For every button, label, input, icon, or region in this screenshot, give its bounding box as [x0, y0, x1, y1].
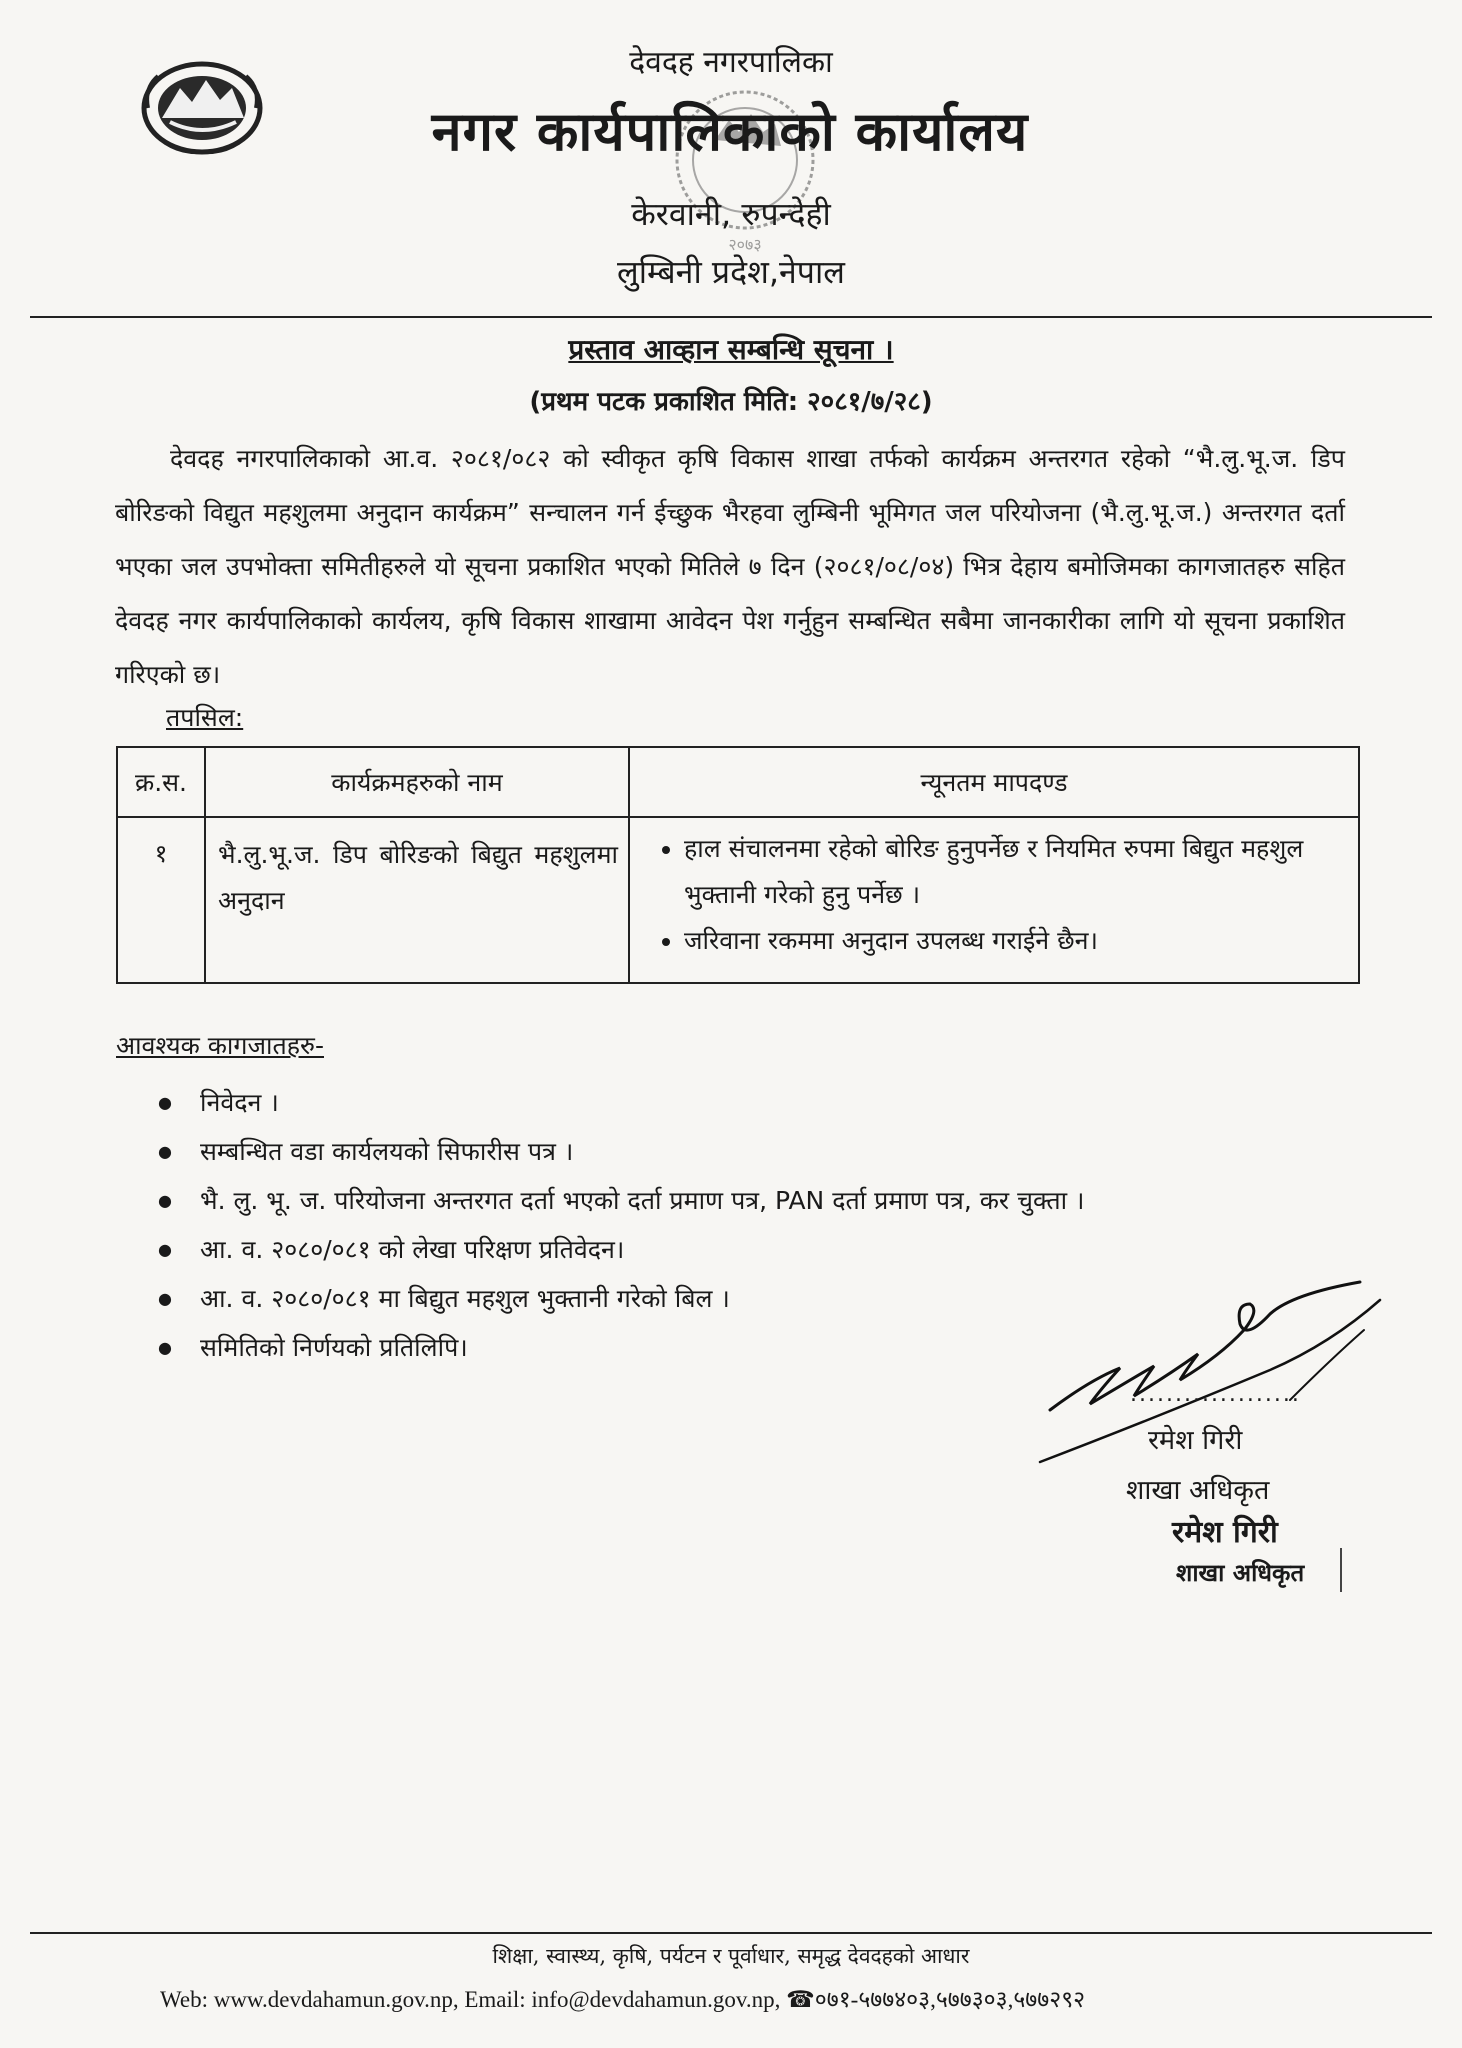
list-item: ● भै. लु. भू. ज. परियोजना अन्तरगत दर्ता भएको दर्ता प्रमाण पत्र, PAN दर्ता प्रमाण पत्र, कर चुक्ता ।: [200, 1176, 1085, 1225]
footer-contact: Web: www.devdahamun.gov.np, Email: info@devdahamun.gov.np, ☎०७१-५७७४०३,५७७३०३,५७७२९२: [160, 1987, 1086, 2012]
signatory-post: शाखा अधिकृत: [1126, 1475, 1270, 1506]
office-location: केरवानी, रुपन्देही: [631, 195, 831, 233]
footer-slogan: शिक्षा, स्वास्थ्य, कृषि, पर्यटन र पूर्वाधार, समृद्ध देवदहको आधार: [492, 1944, 970, 1968]
table-row: [117, 817, 1359, 983]
office-province: लुम्बिनी प्रदेश,नेपाल: [617, 253, 845, 291]
cell-criteria: [629, 817, 1359, 983]
details-heading: तपसिल:: [166, 703, 244, 732]
criteria-item: • जरिवाना रकममा अनुदान उपलब्ध गराईने छैन।: [684, 918, 1348, 964]
notice-title: प्रस्ताव आव्हान सम्बन्धि सूचना ।: [568, 333, 894, 366]
notice-body: देवदह नगरपालिकाको आ.व. २०८१/०८२ को स्वीकृत कृषि विकास शाखा तर्फको कार्यक्रम अन्तरगत रहेको “भै.लु.भू.ज. डिप बोरिङको विद्युत महशुलमा अनुदान कार्यक्रम” सन्चालन गर्न ईच्छुक भैरहवा लुम्बिनी भूमिगत जल परियोजना (भै.लु.भू.ज.) अन्तरगत दर्ता भएका जल उपभोक्ता समितीहरुले यो सूचना प्रकाशित भएको मितिले ७ दिन (२०८१/०८/०४) भित्र देहाय बमोजिमका कागजातहरु सहित देवदह नगर कार्यपालिकाको कार्यलय, कृषि विकास शाखामा आवेदन पेश गर्नुहुन सम्बन्धित सबैमा जानकारीका लागि यो सूचना प्रकाशित गरिएको छ।: [115, 444, 1345, 689]
signature-line: ...................: [1130, 1382, 1301, 1407]
column-header-program: कार्यक्रमहरुको नाम: [205, 747, 629, 817]
stamp-signatory-name: रमेश गिरी: [1172, 1515, 1278, 1550]
documents-list: [116, 1078, 1085, 1372]
cell-program-name: भै.लु.भू.ज. डिप बोरिङको बिद्युत महशुलमा अनुदान: [205, 817, 629, 983]
stamp-border: [1340, 1548, 1342, 1592]
list-item: ● सम्बन्धित वडा कार्यलयको सिफारीस पत्र ।: [200, 1127, 1085, 1176]
column-header-criteria: न्यूनतम मापदण्ड: [629, 747, 1359, 817]
signatory-name: रमेश गिरी: [1148, 1425, 1243, 1456]
office-title: नगर कार्यपालिकाको कार्यालय: [431, 100, 1029, 163]
header-divider: [30, 316, 1432, 318]
list-item: ● आ. व. २०८०/०८१ को लेखा परिक्षण प्रतिवेदन।: [200, 1225, 1085, 1274]
footer-divider: [30, 1932, 1432, 1934]
details-table: [116, 746, 1360, 984]
stamp-signatory-post: शाखा अधिकृत: [1176, 1559, 1305, 1587]
column-header-sn: क्र.स.: [117, 747, 205, 817]
list-item: ● निवेदन ।: [200, 1078, 1085, 1127]
svg-text:२०७३: २०७३: [728, 235, 762, 254]
publish-date: (प्रथम पटक प्रकाशित मिति: २०८१/७/२८): [529, 387, 933, 417]
documents-heading: आवश्यक कागजातहरु-: [116, 1031, 324, 1060]
list-item: ● समितिको निर्णयको प्रतिलिपि।: [200, 1323, 1085, 1372]
criteria-item: • हाल संचालनमा रहेको बोरिङ हुनुपर्नेछ र नियमित रुपमा बिद्युत महशुल भुक्तानी गरेको हुनु पर्नेछ ।: [684, 826, 1348, 918]
table-header-row: [117, 747, 1359, 817]
list-item: ● आ. व. २०८०/०८१ मा बिद्युत महशुल भुक्तानी गरेको बिल ।: [200, 1274, 1085, 1323]
municipality-name: देवदह नगरपालिका: [629, 45, 833, 80]
cell-sn: १: [117, 817, 205, 983]
